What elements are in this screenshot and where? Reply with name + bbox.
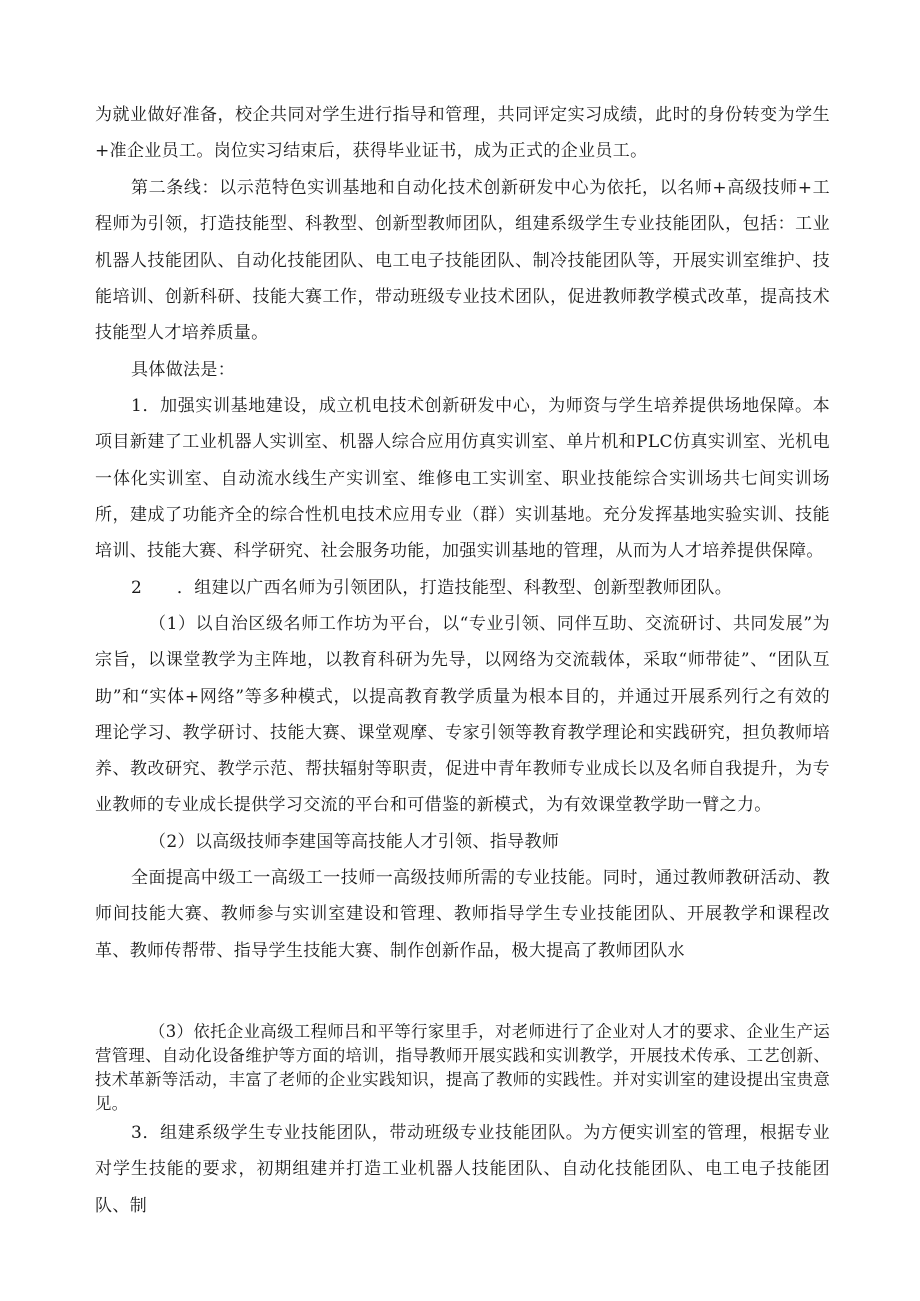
paragraph-item-1-training-base: 1．加强实训基地建设，成立机电技术创新研发中心，为师资与学生培养提供场地保障。本项目新建了工业机器人实训室、机器人综合应用仿真实训室、单片机和PLC仿真实训室、光机电一体化实训室、自动流水线生产实训室、维修电工实训室、职业技能综合实训场共七间实训场所，建成了功能齐全的综合性机电技术应用专业（群）实训基地。充分发挥基地实验实训、技能培训、技能大赛、科学研究、社会服务功能，加强实训基地的管理，从而为人才培养提供保障。 bbox=[95, 396, 830, 562]
paragraph-subitem-3-enterprise-engineer: （3）依托企业高级工程师吕和平等行家里手，对老师进行了企业对人才的要求、企业生产运营管理、自动化设备维护等方面的培训，指导教师开展实践和实训教学，开展技术传承、工艺创新、技术革新等活动，丰富了老师的企业实践知识，提高了教师的实践性。并对实训室的建设提出宝贵意见。 bbox=[95, 1022, 830, 1113]
paragraph-skill-improvement: 全面提高中级工一高级工一技师一高级技师所需的专业技能。同时，通过教师教研活动、教师间技能大赛、教师参与实训室建设和管理、教师指导学生专业技能团队、开展教学和课程改革、教师传帮带、指导学生技能大赛、制作创新作品，极大提高了教师团队水 bbox=[95, 868, 830, 961]
paragraph-specific-methods: 具体做法是： bbox=[131, 360, 236, 380]
paragraph-item-3-student-team: 3．组建系级学生专业技能团队，带动班级专业技能团队。为方便实训室的管理，根据专业对学生技能的要求，初期组建并打造工业机器人技能团队、自动化技能团队、电工电子技能团队、制 bbox=[95, 1123, 830, 1216]
paragraph-item-2-teacher-team: 2 ．组建以广西名师为引领团队，打造技能型、科教型、创新型教师团队。 bbox=[131, 578, 733, 598]
paragraph-subitem-2-senior-technician: （2）以高级技师李建国等高技能人才引领、指导教师 bbox=[149, 832, 560, 852]
paragraph-subitem-1-master-studio: （1）以自治区级名师工作坊为平台，以“专业引领、同伴互助、交流研讨、共同发展”为宗旨，以课堂教学为主阵地，以教育科研为先导，以网络为交流载体，采取“师带徒”、“团队互助”和“实体+网络”等多种模式，以提高教育教学质量为根本目的，并通过开展系列行之有效的理论学习、教学研讨、技能大赛、课堂观摩、专家引领等教育教学理论和实践研究，担负教师培养、教改研究、教学示范、帮扶辐射等职责，促进中青年教师专业成长以及名师自我提升，为专业教师的专业成长提供学习交流的平台和可借鉴的新模式，为有效课堂教学助一臂之力。 bbox=[95, 614, 830, 816]
paragraph-second-line: 第二条线：以示范特色实训基地和自动化技术创新研发中心为依托，以名师+高级技师+工程师为引领，打造技能型、科教型、创新型教师团队，组建系级学生专业技能团队，包括：工业机器人技能团队、自动化技能团队、电工电子技能团队、制冷技能团队等，开展实训室维护、技能培训、创新科研、技能大赛工作，带动班级专业技术团队，促进教师教学模式改革，提高技术技能型人才培养质量。 bbox=[95, 178, 830, 344]
paragraph-internship-conclusion: 为就业做好准备，校企共同对学生进行指导和管理，共同评定实习成绩，此时的身份转变为学生+准企业员工。岗位实习结束后，获得毕业证书，成为正式的企业员工。 bbox=[95, 105, 830, 162]
